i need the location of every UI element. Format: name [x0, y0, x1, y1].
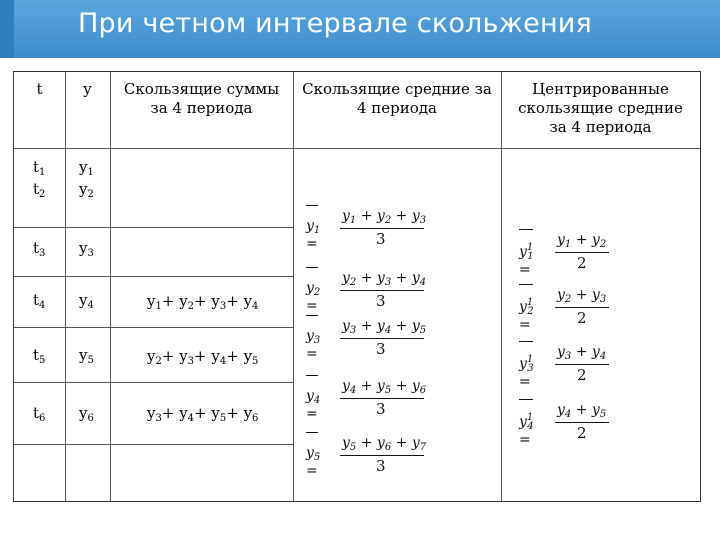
overline	[519, 399, 533, 400]
formula-denominator: 3	[376, 230, 386, 248]
header-moving-means	[293, 80, 501, 118]
formula-denominator: 2	[577, 366, 587, 384]
formula-denominator: 2	[577, 254, 587, 272]
column-divider	[65, 72, 66, 501]
fraction-bar	[340, 290, 424, 291]
formula-lhs: $y^1_1$ =	[519, 242, 534, 278]
fraction-bar	[340, 338, 424, 339]
moving-sum: $y_3+ y_4+ y_5+ y_6$	[147, 404, 259, 424]
header-line: 4 периода	[357, 99, 437, 117]
fraction-bar	[340, 228, 424, 229]
formula-numerator: $y_4 + y_5 + y_6$	[342, 378, 427, 396]
y-cell: $y_6$	[79, 404, 94, 424]
slide-title: При четном интервале скольжения	[78, 8, 592, 39]
overline	[306, 267, 318, 268]
header-centered-means	[501, 80, 700, 137]
formula-lhs: $y_5$ =	[306, 445, 321, 479]
formula-denominator: 3	[376, 340, 386, 358]
t-cell: $t_4$	[33, 291, 46, 311]
formula-lhs: $y_4$ =	[306, 388, 321, 422]
formula-numerator: $y_4 + y_5$	[557, 402, 607, 420]
banner-accent	[0, 0, 14, 58]
overline	[519, 341, 533, 342]
formula-denominator: 2	[577, 424, 587, 442]
header-divider	[14, 148, 700, 149]
header-line: Центрированные	[532, 80, 669, 98]
formula-denominator: 3	[376, 400, 386, 418]
y-cell: $y_3$	[79, 239, 94, 259]
overline	[519, 284, 533, 285]
fraction-bar	[340, 455, 424, 456]
row-divider	[14, 227, 293, 228]
header-moving-sums	[110, 80, 293, 118]
formula-lhs: $y^1_4$ =	[519, 412, 534, 448]
formula-numerator: $y_1 + y_2$	[557, 232, 607, 250]
fraction-bar	[340, 398, 424, 399]
row-divider	[14, 276, 293, 277]
t-cell: $t_5$	[33, 346, 46, 366]
overline	[306, 375, 318, 376]
row-divider	[14, 444, 293, 445]
header-line: за 4 периода	[150, 99, 253, 117]
formula-numerator: $y_2 + y_3 + y_4$	[342, 270, 427, 288]
formula-lhs: $y_3$ =	[306, 328, 321, 362]
formula-denominator: 2	[577, 309, 587, 327]
t-cell: $t_6$	[33, 404, 46, 424]
header-line: Скользящие суммы	[123, 80, 280, 98]
header-line: за 4 периода	[549, 118, 652, 136]
header-line: Скользящие средние за	[302, 80, 492, 98]
formula-lhs: $y_1$ =	[306, 218, 321, 252]
y-cell: $y_4$	[79, 291, 94, 311]
fraction-bar	[555, 364, 609, 365]
moving-sum: $y_2+ y_3+ y_4+ y_5$	[147, 347, 259, 367]
t-cell: $t_2$	[33, 180, 46, 200]
header-y: y	[83, 80, 92, 98]
formula-numerator: $y_3 + y_4 + y_5$	[342, 318, 427, 336]
overline	[519, 229, 533, 230]
overline	[306, 432, 318, 433]
formula-lhs: $y^1_2$ =	[519, 297, 534, 333]
formula-numerator: $y_3 + y_4$	[557, 344, 607, 362]
fraction-bar	[555, 307, 609, 308]
y-cell: $y_5$	[79, 346, 94, 366]
header-t: t	[36, 80, 43, 98]
formula-lhs: $y^1_3$ =	[519, 354, 534, 390]
column-divider	[110, 72, 111, 501]
formula-denominator: 3	[376, 292, 386, 310]
formula-numerator: $y_2 + y_3$	[557, 287, 607, 305]
row-divider	[14, 382, 293, 383]
formula-numerator: $y_5 + y_6 + y_7$	[342, 435, 427, 453]
formula-numerator: $y_1 + y_2 + y_3$	[342, 208, 427, 226]
moving-sum: $y_1+ y_2+ y_3+ y_4$	[147, 292, 259, 312]
overline	[306, 315, 318, 316]
fraction-bar	[555, 252, 609, 253]
formula-denominator: 3	[376, 457, 386, 475]
y-cell: $y_2$	[79, 180, 94, 200]
formula-lhs: $y_2$ =	[306, 280, 321, 314]
y-cell: $y_1$	[79, 158, 94, 178]
title-banner	[0, 0, 720, 58]
fraction-bar	[555, 422, 609, 423]
moving-average-table	[13, 71, 701, 502]
t-cell: $t_1$	[33, 158, 46, 178]
header-line: скользящие средние	[518, 99, 683, 117]
row-divider	[14, 327, 293, 328]
column-divider	[293, 72, 294, 501]
overline	[306, 205, 318, 206]
t-cell: $t_3$	[33, 239, 46, 259]
